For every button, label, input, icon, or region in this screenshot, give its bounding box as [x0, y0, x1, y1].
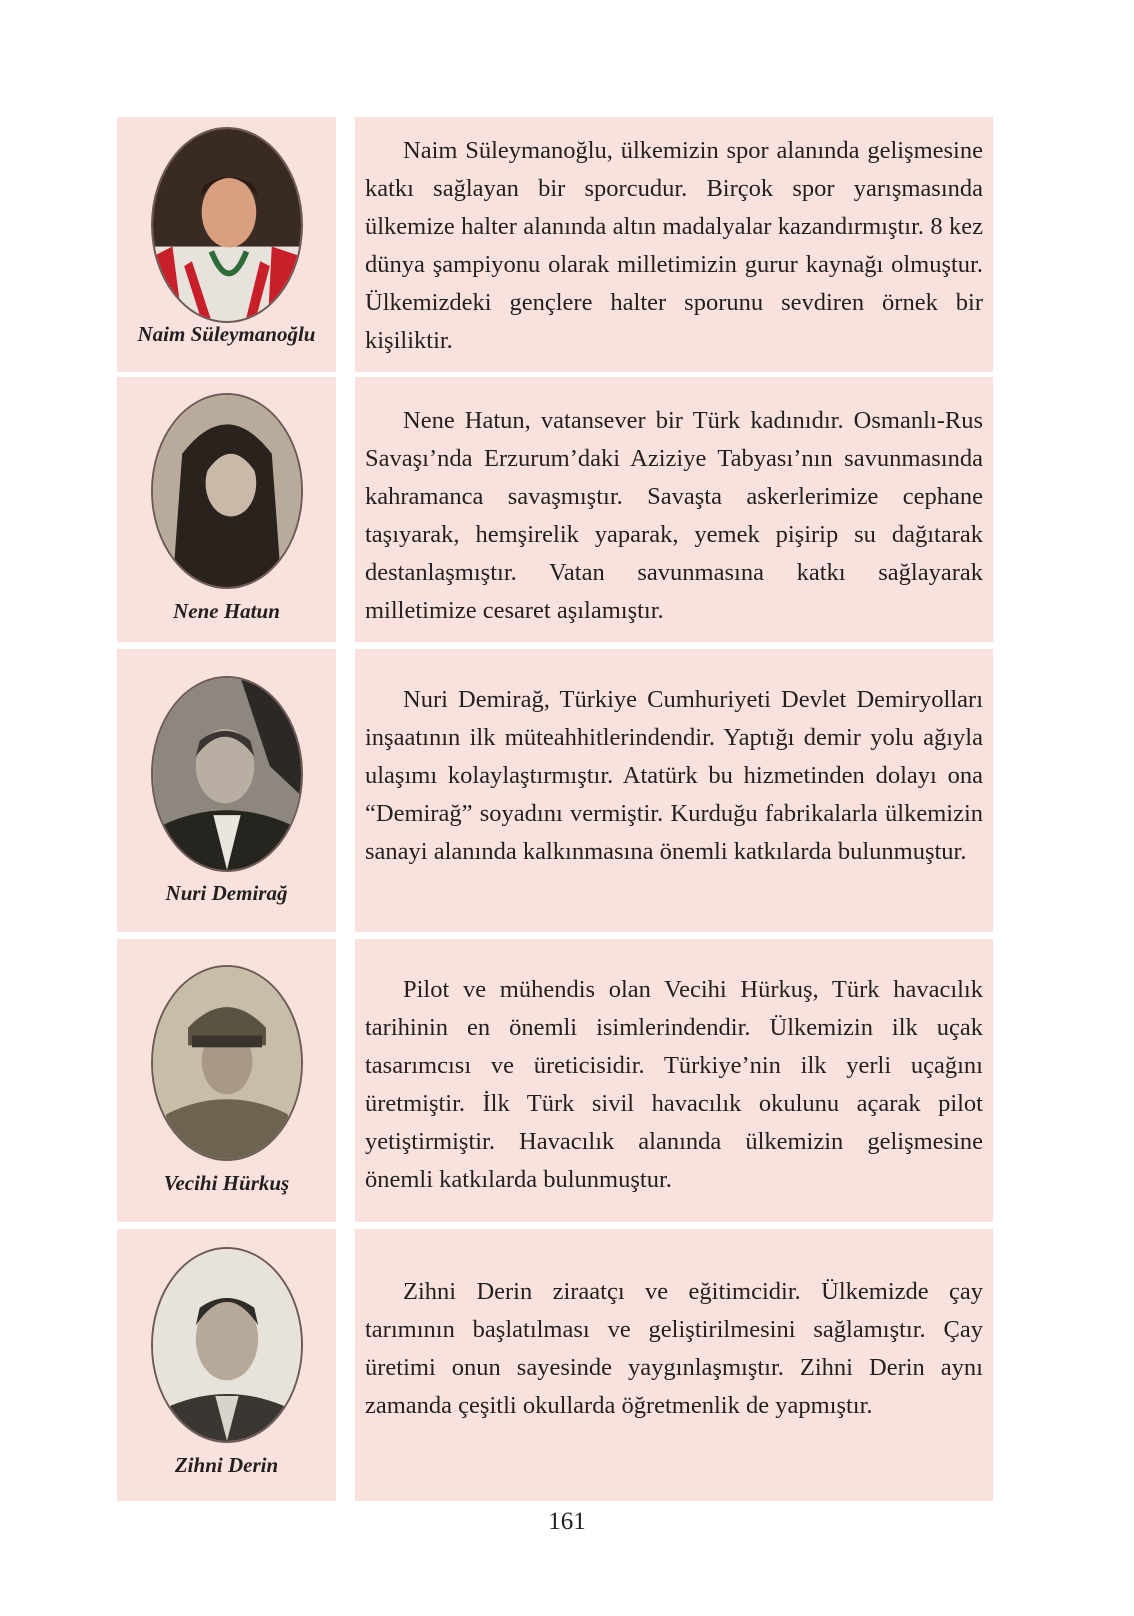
bio-cell — [355, 649, 993, 932]
bio-cell — [355, 939, 993, 1222]
portrait-cell — [117, 649, 336, 932]
portrait-cell — [117, 939, 336, 1222]
portrait-caption: Zihni Derin — [174, 1453, 279, 1477]
portrait-caption: Vecihi Hürkuş — [163, 1171, 290, 1195]
bio-text: Nuri Demirağ, Türkiye Cumhuriyeti Devlet Demiryolları inşaatının ilk müteahhitlerindendir. Yaptığı demir yolu ağıyla ulaşımı kolaylaştırmıştır. Atatürk bu hizmetinden dolayı ona “Demirağ” soyadını vermiştir. Kurduğu fabrikalarla ülkemizin sanayi alanında kalkınmasına önemli katkılarda bulunmuştur. — [365, 686, 983, 865]
portrait-cell — [117, 1229, 336, 1501]
portrait-cell — [117, 117, 336, 372]
bio-cell — [355, 117, 993, 372]
portrait-image — [151, 1247, 303, 1443]
portrait-caption: Nene Hatun — [173, 599, 280, 623]
bio-text: Naim Süleymanoğlu, ülkemizin spor alanında gelişmesine katkı sağlayan bir sporcudur. Birçok spor yarışmasında ülkemize halter alanında altın madalyalar kazandırmıştır. 8 kez dünya şampiyonu olarak milletimizin gurur kaynağı olmuştur. Ülkemizdeki gençlere halter sporunu sevdiren örnek bir kişiliktir. — [365, 137, 983, 354]
bio-text: Nene Hatun, vatansever bir Türk kadınıdır. Osmanlı-Rus Savaşı’nda Erzurum’daki Aziziye Tabyası’nın savunmasında kahramanca savaşmıştır. Savaşta askerlerimize cephane taşıyarak, hemşirelik yaparak, yemek pişirip su dağıtarak destanlaşmıştır. Vatan savunmasına katkı sağlayarak milletimize cesaret aşılamıştır. — [365, 407, 983, 624]
bio-text: Pilot ve mühendis olan Vecihi Hürkuş, Türk havacılık tarihinin en önemli isimlerindendir. Ülkemizin ilk uçak tasarımcısı ve üreticisidir. Türkiye’nin ilk yerli uçağını üretmiştir. İlk Türk sivil havacılık okulunu açarak pilot yetiştirmiştir. Havacılık alanında ülkemizin gelişmesine önemli katkılarda bulunmuştur. — [365, 976, 983, 1193]
bio-text: Zihni Derin ziraatçı ve eğitimcidir. Ülkemizde çay tarımının başlatılması ve geliştirilmesini sağlamıştır. Çay üretimi onun sayesinde yaygınlaşmıştır. Zihni Derin aynı zamanda çeşitli okullarda öğretmenlik de yapmıştır. — [365, 1278, 983, 1419]
page-number: 161 — [548, 1508, 586, 1535]
portrait-cell — [117, 377, 336, 642]
portrait-image — [151, 676, 303, 872]
portrait-caption: Nuri Demirağ — [165, 881, 288, 905]
portrait-image — [151, 127, 303, 323]
portrait-image — [151, 965, 303, 1161]
bio-cell — [355, 377, 993, 642]
bio-cell — [355, 1229, 993, 1501]
portrait-caption: Naim Süleymanoğlu — [137, 322, 316, 346]
portrait-image — [151, 393, 303, 589]
